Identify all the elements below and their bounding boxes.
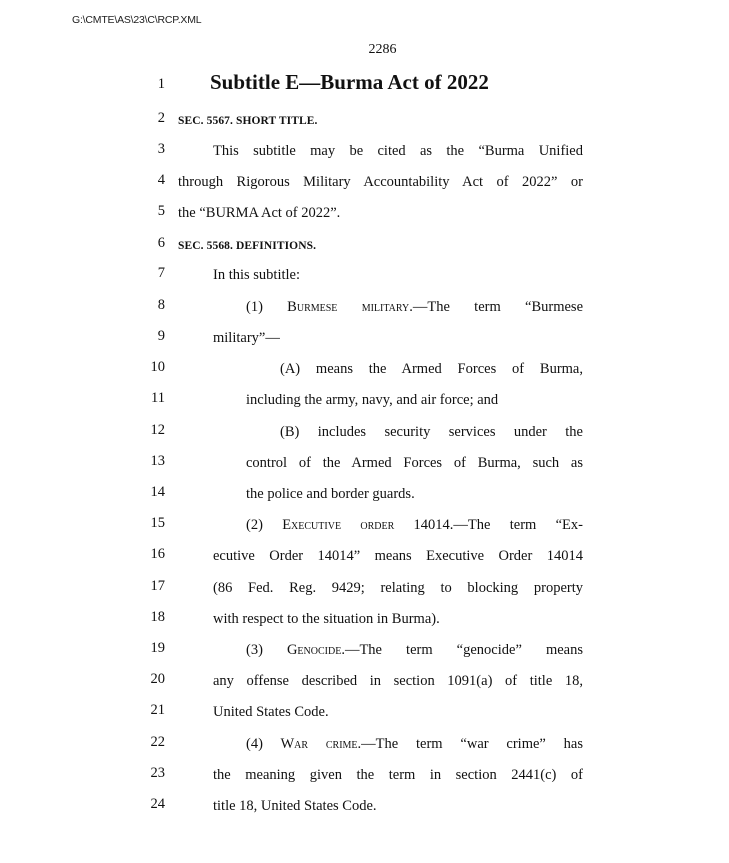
line-number: 14 xyxy=(150,484,165,500)
line-number: 22 xyxy=(150,734,165,750)
body-text: the “BURMA Act of 2022”. xyxy=(178,205,341,221)
line-24 xyxy=(0,796,729,820)
line-10 xyxy=(0,359,729,383)
page-number: 2286 xyxy=(368,42,397,57)
line-number: 3 xyxy=(157,141,165,157)
line-8 xyxy=(0,297,729,321)
definition-term xyxy=(246,640,583,660)
line-number: 21 xyxy=(150,702,165,718)
line-16 xyxy=(0,546,729,570)
definition-term xyxy=(246,734,583,754)
line-number: 18 xyxy=(150,609,165,625)
line-number: 24 xyxy=(150,796,165,812)
line-3 xyxy=(0,141,729,165)
line-18 xyxy=(0,609,729,633)
body-text: title 18, United States Code. xyxy=(213,798,377,814)
line-4 xyxy=(0,172,729,196)
body-text: military”— xyxy=(213,330,280,346)
line-11 xyxy=(0,390,729,414)
line-2 xyxy=(0,110,729,134)
line-7 xyxy=(0,265,729,289)
line-14 xyxy=(0,484,729,508)
line-number: 20 xyxy=(150,671,165,687)
definition-term xyxy=(246,297,583,317)
line-12 xyxy=(0,422,729,446)
line-5 xyxy=(0,203,729,227)
subtitle-heading: Subtitle E—Burma Act of 2022 xyxy=(210,70,489,94)
line-17 xyxy=(0,578,729,602)
line-9 xyxy=(0,328,729,352)
line-number: 1 xyxy=(157,76,165,92)
line-13 xyxy=(0,453,729,477)
line-number: 5 xyxy=(157,203,165,219)
body-text: the police and border guards. xyxy=(246,486,415,502)
line-number: 16 xyxy=(150,546,165,562)
line-number: 2 xyxy=(157,110,165,126)
body-text: (B) includes security services under the xyxy=(280,424,583,440)
line-15 xyxy=(0,515,729,539)
body-text: control of the Armed Forces of Burma, such as xyxy=(246,455,583,471)
file-path: G:\CMTE\AS\23\C\RCP.XML xyxy=(72,14,202,26)
term-heading: (1) Burmese military. xyxy=(246,299,413,315)
section-heading-short-title: SEC. 5567. SHORT TITLE. xyxy=(178,115,318,127)
line-number: 15 xyxy=(150,515,165,531)
term-heading: (2) Executive order 14014. xyxy=(246,517,454,533)
term-heading: (3) Genocide. xyxy=(246,642,345,658)
line-number: 9 xyxy=(157,328,165,344)
term-text: —The term “genocide” means xyxy=(344,642,583,658)
line-number: 4 xyxy=(157,172,165,188)
line-number: 10 xyxy=(150,359,165,375)
line-number: 19 xyxy=(150,640,165,656)
line-19 xyxy=(0,640,729,664)
section-heading-definitions: SEC. 5568. DEFINITIONS. xyxy=(178,240,317,252)
body-text: with respect to the situation in Burma). xyxy=(213,611,440,627)
term-text: —The term “war crime” has xyxy=(361,736,583,752)
body-text: through Rigorous Military Accountability Act of 2022” or xyxy=(178,174,583,190)
line-6 xyxy=(0,235,729,259)
body-text: including the army, navy, and air force; and xyxy=(246,392,499,408)
line-number: 8 xyxy=(157,297,165,313)
body-text: the meaning given the term in section 2441(c) of xyxy=(213,767,583,783)
line-number: 6 xyxy=(157,235,165,251)
line-number: 12 xyxy=(150,422,165,438)
body-text: (86 Fed. Reg. 9429; relating to blocking property xyxy=(213,580,583,596)
body-text: This subtitle may be cited as the “Burma Unified xyxy=(213,143,583,159)
body-text: ecutive Order 14014” means Executive Order 14014 xyxy=(213,548,583,564)
term-text: —The term “Burmese xyxy=(412,299,584,315)
line-number: 17 xyxy=(150,578,165,594)
term-text: —The term “Ex- xyxy=(453,517,583,533)
body-text: any offense described in section 1091(a) of title 18, xyxy=(213,673,583,689)
line-23 xyxy=(0,765,729,789)
line-21 xyxy=(0,702,729,726)
body-text: United States Code. xyxy=(213,704,329,720)
line-20 xyxy=(0,671,729,695)
line-22 xyxy=(0,734,729,758)
line-1 xyxy=(0,70,729,100)
term-heading: (4) War crime. xyxy=(246,736,362,752)
line-number: 13 xyxy=(150,453,165,469)
line-number: 23 xyxy=(150,765,165,781)
line-number: 11 xyxy=(151,390,165,406)
body-text: (A) means the Armed Forces of Burma, xyxy=(280,361,583,377)
body-text: In this subtitle: xyxy=(213,267,300,283)
line-number: 7 xyxy=(157,265,165,281)
definition-term xyxy=(246,515,583,535)
